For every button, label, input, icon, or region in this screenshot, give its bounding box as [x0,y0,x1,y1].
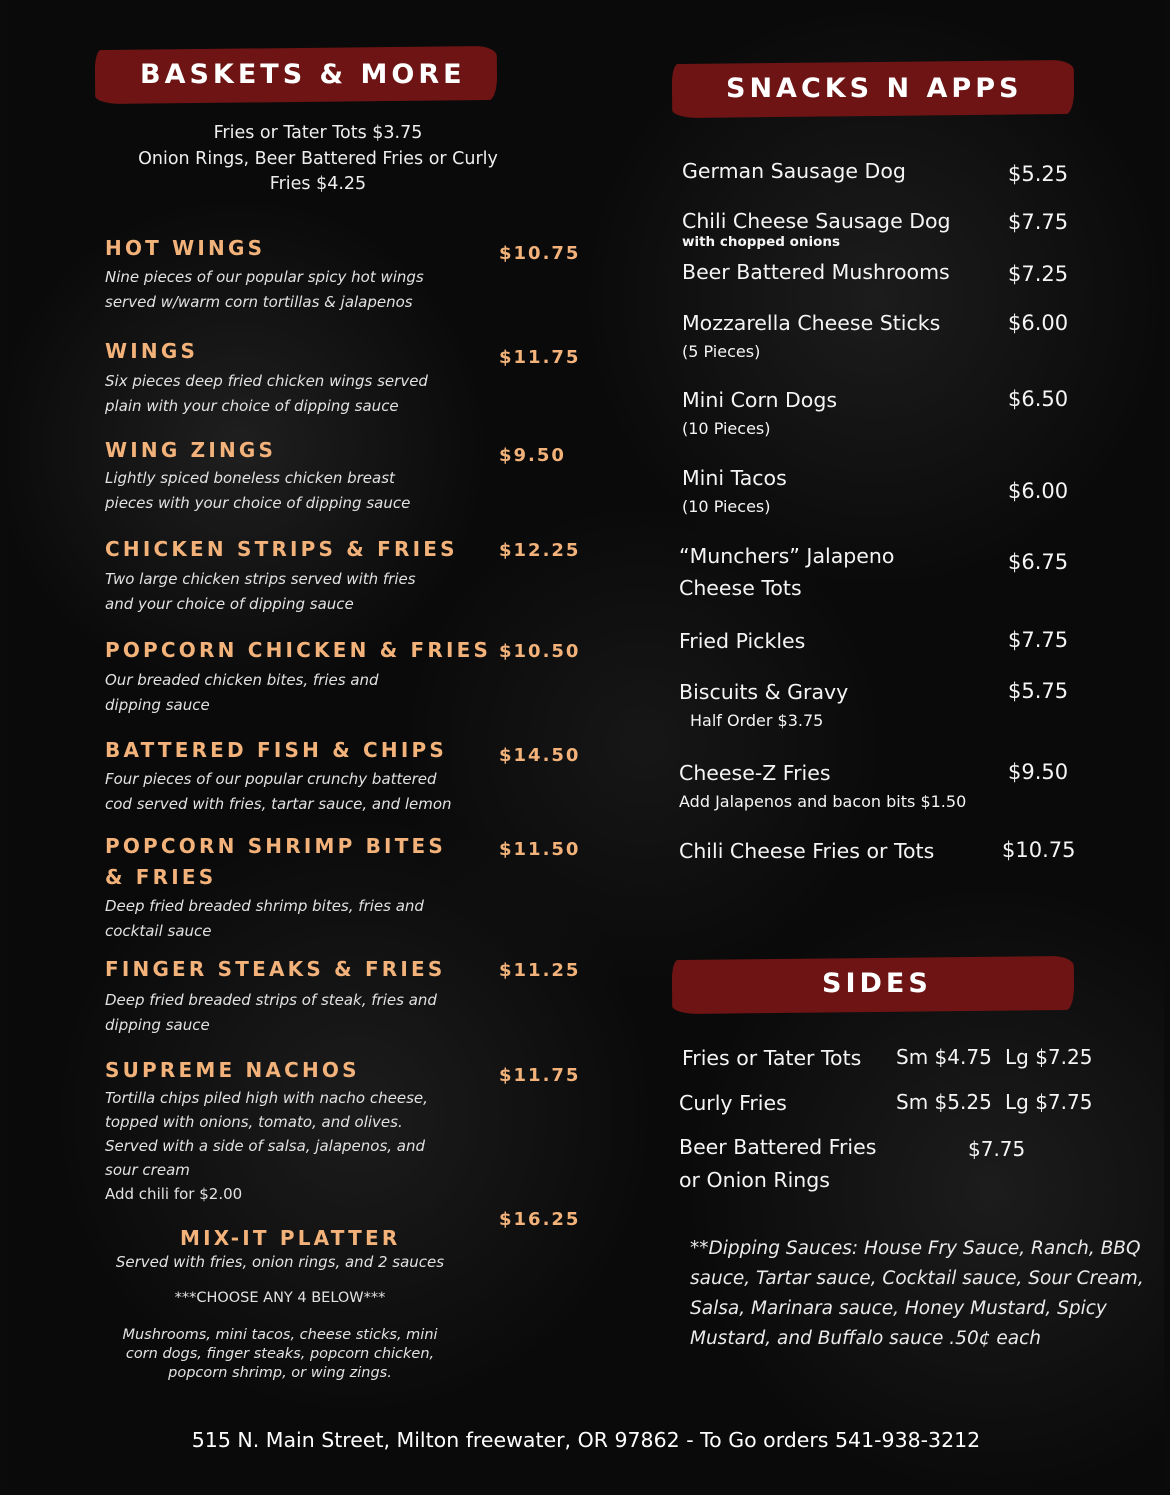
snack-name: German Sausage Dog [682,159,906,183]
menu-item-name: POPCORN CHICKEN & FRIES [105,638,492,662]
menu-page [8,0,1164,1487]
desc-line: sour cream [105,1161,190,1179]
menu-item-price: $11.75 [499,347,581,368]
sauce-line: Mustard, and Buffalo sauce .50¢ each [690,1328,1041,1349]
snack-price: $9.50 [1008,760,1069,784]
sauce-line: sauce, Tartar sauce, Cocktail sauce, Sour Cream, [690,1268,1144,1289]
menu-item-desc [105,265,475,314]
snack-name: Fried Pickles [679,629,806,653]
side-name: Fries or Tater Tots [682,1046,862,1070]
snack-name: Beer Battered Mushrooms [682,260,950,284]
menu-item-desc [105,988,475,1037]
desc-line: served w/warm corn tortillas & jalapenos [105,292,413,311]
side-name: Curly Fries [679,1091,787,1115]
baskets-intro [113,121,523,198]
platter-choose: ***CHOOSE ANY 4 BELOW*** [174,1290,386,1306]
desc-line: Nine pieces of our popular spicy hot wings [105,268,424,286]
snack-price: $5.75 [1008,679,1069,703]
menu-item-price: $11.25 [499,960,581,981]
platter-price: $16.25 [499,1209,581,1230]
snack-name: Chili Cheese Sausage Dog [682,209,951,233]
menu-item-extra: Add chili for $2.00 [105,1185,243,1203]
snack-price: $7.75 [1008,628,1069,652]
platter-served: Served with fries, onion rings, and 2 sauces [115,1253,445,1271]
desc-line: Four pieces of our popular crunchy battered [105,770,437,788]
desc-line: and your choice of dipping sauce [105,594,354,613]
side-price-large: Lg $7.25 [1005,1045,1093,1069]
menu-item-name: FINGER STEAKS & FRIES [105,957,446,981]
menu-item-desc [105,1086,475,1182]
menu-item-desc [105,466,475,515]
intro-line: Fries $4.25 [269,174,367,194]
snack-name: Cheese-Z Fries [679,761,831,785]
snack-name-line2: Cheese Tots [679,576,802,600]
sides-title: SIDES [822,968,932,999]
menu-item-price: $14.50 [499,745,581,766]
option-line: Mushrooms, mini tacos, cheese sticks, mini [122,1327,438,1343]
footer-address: 515 N. Main Street, Milton freewater, OR 97862 - To Go orders 541-938-3212 [191,1428,981,1452]
snack-price: $6.00 [1008,479,1069,503]
desc-line: cod served with fries, tartar sauce, and lemon [105,794,452,813]
desc-line: plain with your choice of dipping sauce [105,396,399,415]
menu-item-price: $9.50 [499,445,566,466]
menu-item-name: WING ZINGS [105,438,277,462]
snack-sub: Add Jalapenos and bacon bits $1.50 [679,792,967,811]
desc-line: Lightly spiced boneless chicken breast [105,469,395,487]
intro-line: Onion Rings, Beer Battered Fries or Curly [138,148,498,169]
menu-item-desc [105,894,475,943]
menu-item-price: $10.50 [499,641,581,662]
menu-item-name: BATTERED FISH & CHIPS [105,738,447,762]
menu-item-desc [105,369,475,418]
desc-line: Deep fried breaded shrimp bites, fries and [105,897,424,915]
side-name: Beer Battered Fries [679,1135,877,1159]
snack-price: $10.75 [1002,838,1076,862]
menu-item-name: SUPREME NACHOS [105,1058,360,1082]
side-price-small: Sm $4.75 [896,1045,992,1069]
platter-options [65,1326,495,1383]
menu-item-desc [105,668,475,717]
intro-line: Fries or Tater Tots $3.75 [213,123,423,143]
snack-price: $6.75 [1008,550,1069,574]
snack-price: $6.50 [1008,387,1069,411]
option-line: corn dogs, finger steaks, popcorn chicken, [125,1346,435,1362]
menu-item-price: $11.50 [499,839,581,860]
desc-line: dipping sauce [105,695,210,714]
desc-line: cocktail sauce [105,921,212,940]
snack-price: $6.00 [1008,311,1069,335]
desc-line: Served with a side of salsa, jalapenos, and [105,1137,426,1155]
snack-name: “Munchers” Jalapeno [679,544,895,568]
menu-item-name: WINGS [105,339,199,363]
desc-line: Two large chicken strips served with fries [105,570,416,588]
desc-line: Deep fried breaded strips of steak, fries and [105,991,437,1009]
desc-line: Tortilla chips piled high with nacho cheese, [105,1089,428,1107]
snack-sub: Half Order $3.75 [690,711,824,730]
menu-item-name: HOT WINGS [105,236,266,260]
snack-name: Chili Cheese Fries or Tots [679,839,935,863]
side-name-line2: or Onion Rings [679,1168,830,1192]
menu-item-price: $12.25 [499,540,581,561]
menu-item-price: $11.75 [499,1065,581,1086]
menu-item-desc [105,567,475,616]
snack-sub: (10 Pieces) [682,419,771,438]
menu-item-name: POPCORN SHRIMP BITES & FRIES [105,834,447,889]
sauce-line: Salsa, Marinara sauce, Honey Mustard, Spicy [690,1298,1107,1319]
side-price-large: Lg $7.75 [1005,1090,1093,1114]
desc-line: Six pieces deep fried chicken wings served [105,372,428,390]
side-price-small: Sm $5.25 [896,1090,992,1114]
menu-item-name: CHICKEN STRIPS & FRIES [105,537,458,561]
snack-sub: (10 Pieces) [682,497,771,516]
snack-name: Mini Corn Dogs [682,388,838,412]
snack-price: $7.75 [1008,210,1069,234]
sauce-line: **Dipping Sauces: House Fry Sauce, Ranch, BBQ [690,1238,1141,1259]
snack-name: Biscuits & Gravy [679,680,849,704]
snack-price: $5.25 [1008,162,1069,186]
baskets-title: BASKETS & MORE [140,59,466,90]
snack-price: $7.25 [1008,262,1069,286]
snack-name: Mozzarella Cheese Sticks [682,311,941,335]
desc-line: dipping sauce [105,1015,210,1034]
snacks-title: SNACKS N APPS [726,73,1023,104]
dipping-sauces-note [690,1234,1145,1354]
platter-name: MIX-IT PLATTER [180,1226,401,1250]
desc-line: Our breaded chicken bites, fries and [105,671,379,689]
menu-item-desc [105,767,475,816]
snack-sub: with chopped onions [682,234,841,250]
snack-sub: (5 Pieces) [682,342,761,361]
menu-item-price: $10.75 [499,243,581,264]
desc-line: pieces with your choice of dipping sauce [105,493,411,512]
snack-name: Mini Tacos [682,466,787,490]
desc-line: topped with onions, tomato, and olives. [105,1113,403,1131]
option-line: popcorn shrimp, or wing zings. [168,1365,392,1381]
side-price: $7.75 [968,1137,1026,1161]
